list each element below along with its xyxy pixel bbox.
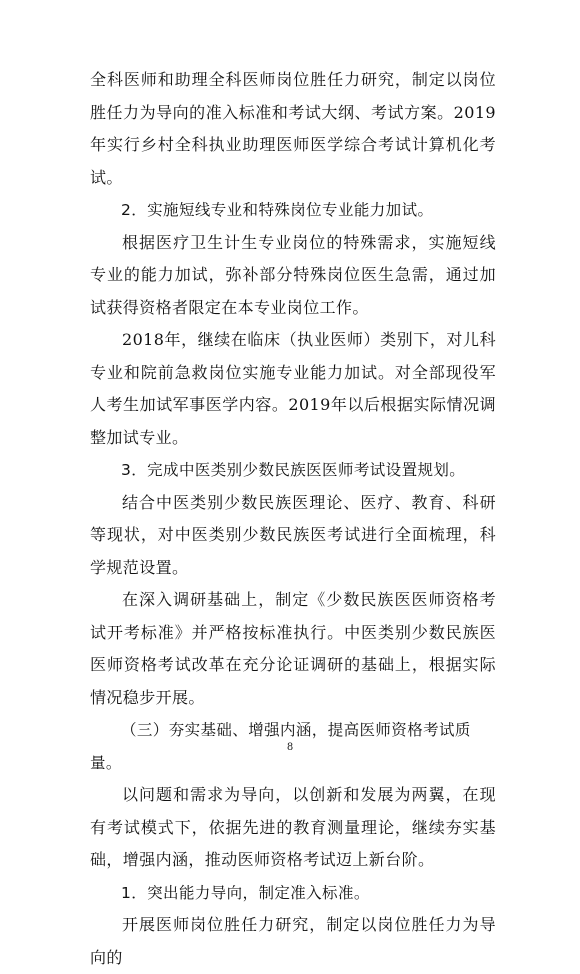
paragraph-special-needs: 根据医疗卫生计生专业岗位的特殊需求，实施短线专业的能力加试，弥补部分特殊岗位医生急需，通过加试获得资格者限定在本专业岗位工作。 <box>90 232 496 317</box>
section-heading-short-line-specialty: 2．实施短线专业和特殊岗位专业能力加试。 <box>121 201 434 219</box>
paragraph-2018-pediatrics: 2018年，继续在临床（执业医师）类别下，对儿科专业和院前急救岗位实施专业能力加试。对全部现役军人考生加试军事医学内容。2019年以后根据实际情况调整加试专业。 <box>90 330 496 447</box>
paragraph-competency-research: 开展医师岗位胜任力研究，制定以岗位胜任力为导向的 <box>90 915 496 967</box>
section-heading-exam-quality: （三）夯实基础、增强内涵，提高医师资格考试质量。 <box>90 721 471 772</box>
document-body <box>90 64 496 974</box>
section-heading-ethnic-medicine: 3．完成中医类别少数民族医医师考试设置规划。 <box>121 461 466 479</box>
paragraph-ethnic-medicine-review: 结合中医类别少数民族医理论、医疗、教育、科研等现状，对中医类别少数民族医考试进行全面梳理，科学规范设置。 <box>90 492 496 577</box>
paragraph-problem-oriented: 以问题和需求为导向，以创新和发展为两翼，在现有考试模式下，依据先进的教育测量理论，继续夯实基础，增强内涵，推动医师资格考试迈上新台阶。 <box>90 785 496 869</box>
paragraph-exam-standard: 在深入调研基础上，制定《少数民族医医师资格考试开考标准》并严格按标准执行。中医类别少数民族医医师资格考试改革在充分论证调研的基础上，根据实际情况稳步开展。 <box>90 590 496 707</box>
page-number: 8 <box>286 742 294 753</box>
section-heading-competency: 1．突出能力导向，制定准入标准。 <box>121 883 370 902</box>
paragraph-continued: 全科医师和助理全科医师岗位胜任力研究，制定以岗位胜任力为导向的准入标准和考试大纲、考试方案。2019年实行乡村全科执业助理医师医学综合考试计算机化考试。 <box>90 70 496 187</box>
